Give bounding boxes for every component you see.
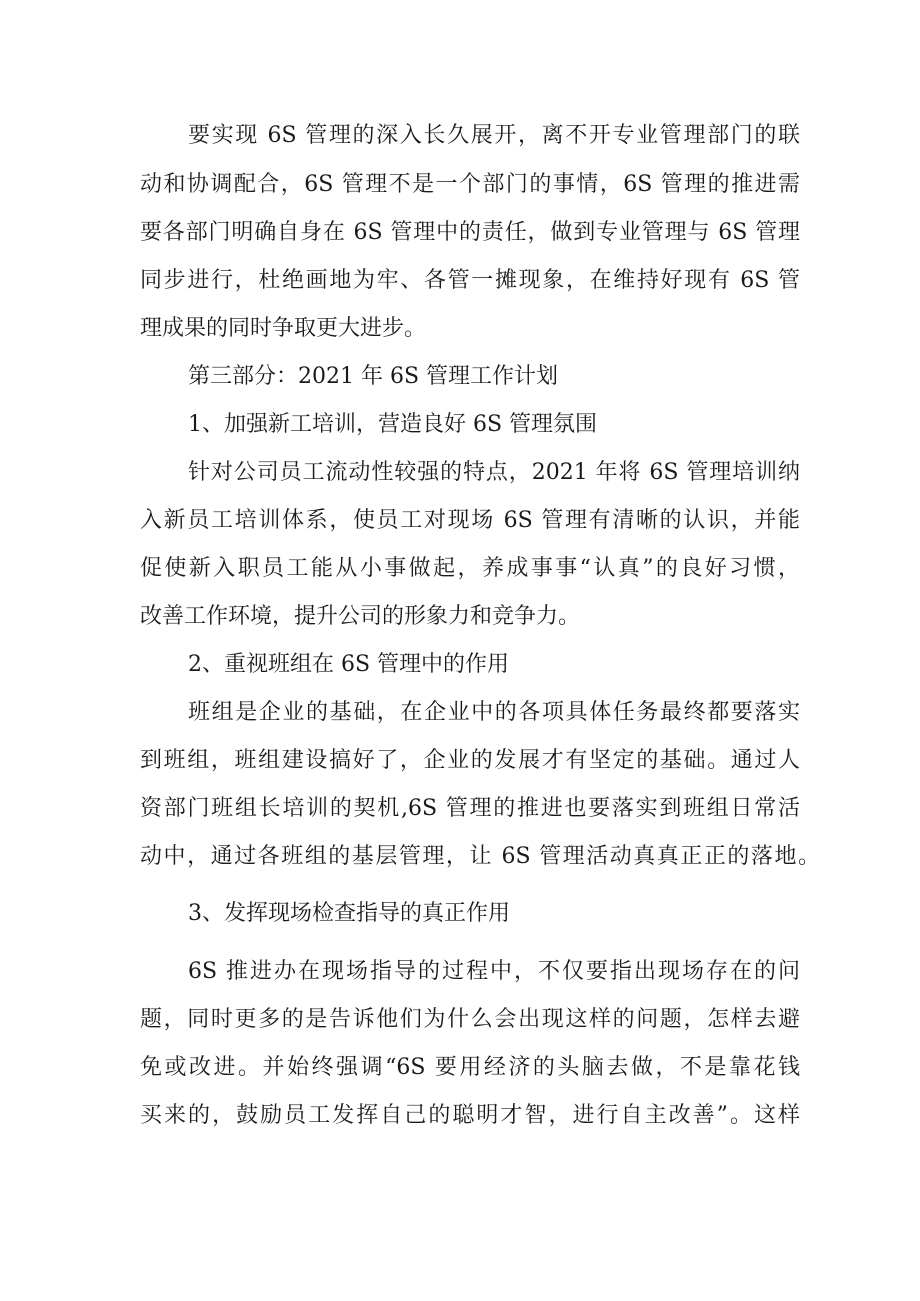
paragraph-line: 入新员工培训体系，使员工对现场 6S 管理有清晰的认识，并能 <box>140 508 800 533</box>
paragraph-line: 题，同时更多的是告诉他们为什么会出现这样的问题，怎样去避 <box>140 1007 800 1032</box>
paragraph-line: 买来的，鼓励员工发挥自己的聪明才智，进行自主改善”。这样 <box>140 1103 800 1128</box>
paragraph-line: 理成果的同时争取更大进步。 <box>140 316 427 341</box>
section-heading: 第三部分：2021 年 6S 管理工作计划 <box>188 364 559 389</box>
paragraph-line: 促使新入职员工能从小事做起，养成事事“认真”的良好习惯， <box>140 556 800 581</box>
paragraph-line: 要各部门明确自身在 6S 管理中的责任，做到专业管理与 6S 管理 <box>140 220 800 245</box>
subsection-heading: 1、加强新工培训，营造良好 6S 管理氛围 <box>188 412 598 437</box>
subsection-heading: 2、重视班组在 6S 管理中的作用 <box>188 652 510 677</box>
paragraph-line: 动中，通过各班组的基层管理，让 6S 管理活动真真正正的落地。 <box>140 844 820 869</box>
paragraph-line: 同步进行，杜绝画地为牢、各管一摊现象，在维持好现有 6S 管 <box>140 268 800 293</box>
paragraph-line: 要实现 6S 管理的深入长久展开，离不开专业管理部门的联 <box>188 123 800 148</box>
paragraph-line: 动和协调配合，6S 管理不是一个部门的事情，6S 管理的推进需 <box>140 172 800 197</box>
paragraph-line: 到班组，班组建设搞好了，企业的发展才有坚定的基础。通过人 <box>140 748 800 773</box>
paragraph-line: 改善工作环境，提升公司的形象力和竞争力。 <box>140 604 581 629</box>
paragraph-line: 免或改进。并始终强调“6S 要用经济的头脑去做，不是靠花钱 <box>140 1055 800 1080</box>
paragraph-line: 班组是企业的基础，在企业中的各项具体任务最终都要落实 <box>188 700 800 725</box>
paragraph-line: 针对公司员工流动性较强的特点，2021 年将 6S 管理培训纳 <box>188 460 800 485</box>
paragraph-line: 资部门班组长培训的契机,6S 管理的推进也要落实到班组日常活 <box>140 796 800 821</box>
subsection-heading: 3、发挥现场检查指导的真正作用 <box>188 901 510 926</box>
paragraph-line: 6S 推进办在现场指导的过程中，不仅要指出现场存在的问 <box>188 959 800 984</box>
